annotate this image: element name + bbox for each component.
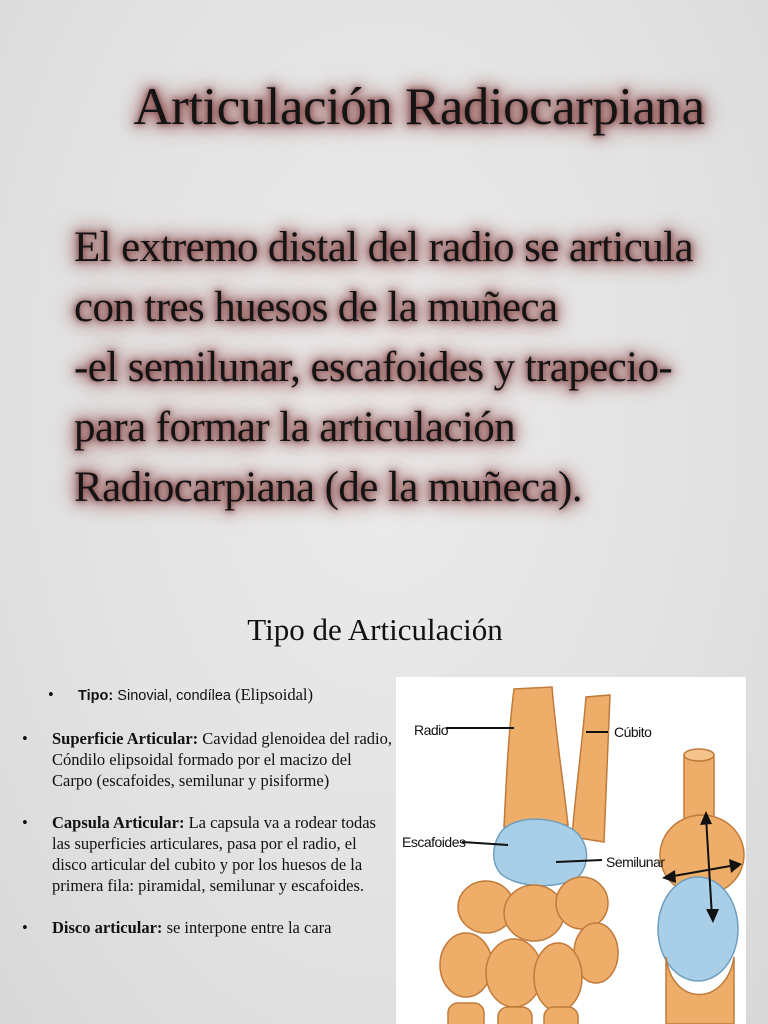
intro-line: -el semilunar, escafoides y trapecio- <box>74 344 673 391</box>
intro-line: con tres huesos de la muñeca <box>74 284 558 331</box>
intro-line: El extremo distal del radio se articula <box>74 224 693 271</box>
schematic-bone-top <box>684 749 714 761</box>
intro-line: Radiocarpiana (de la muñeca). <box>74 464 582 511</box>
carpal-bone <box>440 933 492 997</box>
label-cubito: Cúbito <box>614 724 652 740</box>
metacarpal-bone <box>544 1007 578 1024</box>
schematic-glenoid-cartilage <box>658 877 738 981</box>
bullet-icon: • <box>22 729 28 748</box>
section-heading: Tipo de Articulación <box>247 612 503 647</box>
item-label: Superficie Articular: <box>52 729 199 748</box>
metacarpal-bone <box>498 1007 532 1024</box>
bullet-icon: • <box>22 813 28 832</box>
metacarpal-bone <box>448 1003 484 1024</box>
carpal-bone <box>534 943 582 1011</box>
ulna-bone <box>572 695 610 842</box>
slide-title: Articulación Radiocarpiana <box>133 78 705 136</box>
item-text: La capsula va a rodear todas las superficies articulares, pasa por el radio, el disco articular del cubito y por los huesos de la primera fila: piramidal, semilunar y escafoides. <box>52 813 376 895</box>
item-text: Cavidad glenoidea del radio, Cóndilo elipsoidal formado por el macizo del Carpo (escafoides, semilunar y pisiforme) <box>52 729 392 790</box>
wrist-joint-illustration <box>396 677 746 1024</box>
item-text: (Elipsoidal) <box>230 685 313 704</box>
bullet-icon: • <box>22 918 28 937</box>
intro-paragraph <box>74 218 754 518</box>
item-label: Tipo: <box>78 688 114 704</box>
list-item-disco <box>22 917 392 938</box>
wrist-anatomy-svg <box>396 677 746 1024</box>
list-item-superficie <box>22 728 392 791</box>
radius-bone <box>504 687 568 827</box>
carpal-bone <box>556 877 608 929</box>
label-escafoides: Escafoides <box>402 834 466 850</box>
bullet-icon: • <box>48 685 54 704</box>
item-label: Disco articular: <box>52 918 163 937</box>
cartilage-surface <box>494 819 587 886</box>
list-item-tipo <box>48 684 392 707</box>
item-text: se interpone entre la cara <box>162 918 332 937</box>
label-semilunar: Semilunar <box>606 854 665 870</box>
item-text-sans: Sinovial, condílea <box>117 688 231 704</box>
articulation-details-list <box>22 684 392 959</box>
item-label: Capsula Articular: <box>52 813 185 832</box>
intro-line: para formar la articulación <box>74 404 516 451</box>
carpal-bone <box>504 885 564 941</box>
label-radio: Radio <box>414 722 449 738</box>
list-item-capsula <box>22 812 392 896</box>
